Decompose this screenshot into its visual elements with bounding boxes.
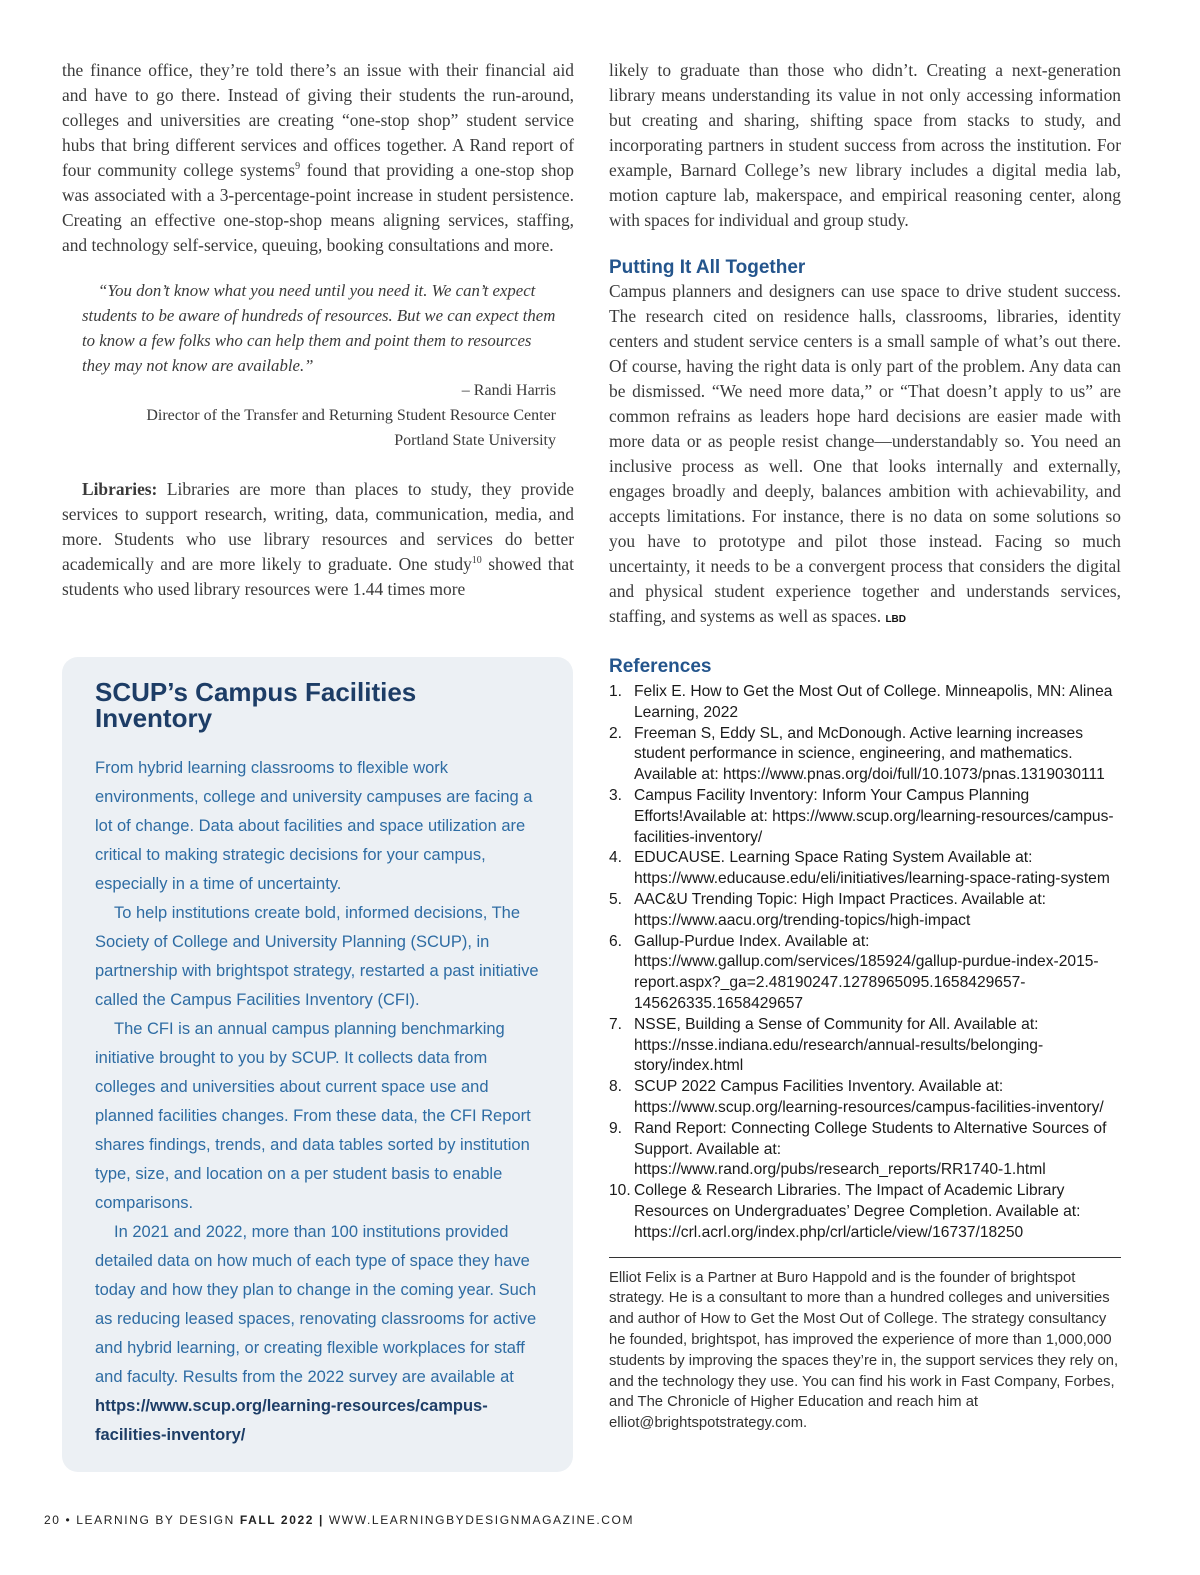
reference-item: 3. Campus Facility Inventory: Inform Your Campus Planning Efforts!Available at: https://www.scup.org/learning-resources/campus-facilities-inventory/ [609,786,1114,846]
left-column [62,58,574,602]
section-paragraph: Campus planners and designers can use space to drive student success. The research cited on residence halls, classrooms, libraries, identity centers and student service centers is a small sample of what’s out there. Of course, having the right data is only part of the problem. Any data can be dismissed. “We need more data,” or “That doesn’t apply to us” are common refrains as leaders hope hard decisions are easier made with more data or as people resist change—understandably so. You need an inclusive process as well. One that looks internally and externally, engages broadly and deeply, balances ambition with achievability, and accepts limitations. For instance, there is no data on some solutions so you have to prototype and pilot those instead. Facing so much uncertainty, it needs to be a convergent process that considers the digital and physical student experience together and understands services, staffing, and systems as well as spaces. LBD [609,281,1121,626]
reference-item: 4. EDUCAUSE. Learning Space Rating System Available at: https://www.educause.edu/eli/initiatives/learning-space-rating-system [609,849,1110,888]
pull-quote: “You don’t know what you need until you need it. We can’t expect students to be aware of hundreds of resources. But we can expect them to know a few folks who can help them and point them to resources they may not know are available.” [82,281,556,375]
issue-label: FALL 2022 [239,1513,315,1527]
footer-bullet: • [65,1513,72,1527]
reference-item: 1. Felix E. How to Get the Most Out of College. Minneapolis, MN: Alinea Learning, 2022 [609,683,1113,721]
bio-divider [609,1257,1121,1258]
page-footer [44,1513,634,1527]
website-link[interactable]: WWW.LEARNINGBYDESIGNMAGAZINE.COM [328,1513,635,1527]
cfi-link[interactable]: https://www.scup.org/learning-resources/campus-facilities-inventory/ [95,1397,488,1444]
reference-item: 7. NSSE, Building a Sense of Community for All. Available at: https://nsse.indiana.edu/research/annual-results/belonging-story/index.html [609,1015,1044,1075]
reference-item: 5. AAC&U Trending Topic: High Impact Practices. Available at: https://www.aacu.org/trending-topics/high-impact [609,890,1046,929]
sidebar-title: SCUP’s Campus Facilities Inventory [95,677,417,733]
quote-attribution-org: Portland State University [394,432,556,449]
sidebar-paragraph-4: In 2021 and 2022, more than 100 institutions provided detailed data on how much of each type of space they have today and how they plan to change in the coming year. Such as reducing leased spaces, renovating classrooms for active and hybrid learning, or creating flexible workplaces for staff and faculty. Results from the 2022 survey are available at https://www.scup.org/learning-resources/campus-facilities-inventory/ [95,1223,537,1444]
page-number: 20 [44,1513,61,1527]
references-section [609,656,1121,1244]
reference-item: 2. Freeman S, Eddy SL, and McDonough. Active learning increases student performance in science, engineering, and mathematics. Available at: https://www.pnas.org/doi/full/10.1073/pnas.1319030111 [609,724,1105,784]
footnote-ref-9: 9 [295,161,301,173]
quote-attribution-name: – Randi Harris [461,382,556,399]
sidebar-body [95,754,541,1450]
reference-item: 8. SCUP 2022 Campus Facilities Inventory. Available at: https://www.scup.org/learning-resources/campus-facilities-inventory/ [609,1078,1104,1116]
reference-item: 6. Gallup-Purdue Index. Available at: https://www.gallup.com/services/185924/gallup-purdue-index-2015-report.aspx?_ga=2.48190247.1278965095.1658429657-145626335.1658429657 [609,932,1099,1012]
footer-separator: | [318,1513,324,1527]
sidebar-paragraph-3: The CFI is an annual campus planning benchmarking initiative brought to you by SCUP. It collects data from colleges and universities about current space use and planned facilities changes. From these data, the CFI Report shares findings, trends, and data tables sorted by institution type, size, and location on a per student basis to enable comparisons. [95,1020,531,1212]
scup-sidebar-box [62,657,573,1472]
footnote-ref-10: 10 [471,555,482,567]
sidebar-paragraph-1: From hybrid learning classrooms to flexible work environments, college and university campuses are facing a lot of change. Data about facilities and space utilization are critical to making strategic decisions for your campus, especially in a time of uncertainty. [95,759,533,893]
right-column [609,58,1121,1434]
lbd-end-mark: LBD [885,614,906,625]
intro-paragraph: the finance office, they’re told there’s an issue with their financial aid and have to go there. Instead of giving their students the run-around, colleges and universities are creating “one-stop shop” student service hubs that bring different services and offices together. A Rand report of four community college systems$^9$ found that providing a one-stop shop was associated with a 3-percentage-point increase in student persistence. Creating an effective one-stop-shop means aligning services, staffing, and technology self-service, queuing, booking consultations and more. [62,60,574,255]
references-heading: References [609,656,712,677]
references-list [609,682,1121,1244]
reference-item: 9. Rand Report: Connecting College Students to Alternative Sources of Support. Available at: https://www.rand.org/pubs/research_reports/RR1740-1.html [609,1119,1107,1179]
libraries-paragraph: Libraries: Libraries are more than places to study, they provide services to support research, writing, data, communication, media, and more. Students who use library resources and services do better academically and are more likely to graduate. One study$^{10}$ showed that students who used library resources were 1.44 times more [62,479,574,599]
quote-attribution-role: Director of the Transfer and Returning Student Resource Center [146,407,556,424]
author-bio: Elliot Felix is a Partner at Buro Happold and is the founder of brightspot strategy. He is a consultant to more than a hundred colleges and universities and author of How to Get the Most Out of College. The strategy consultancy he founded, brightspot, has improved the experience of more than 1,000,000 students by improving the spaces they’re in, the support services they rely on, and the technology they use. You can find his work in Fast Company, Forbes, and The Chronicle of Higher Education and reach him at elliot@brightspotstrategy.com. [609,1269,1119,1432]
section-heading: Putting It All Together [609,257,806,278]
sidebar-paragraph-2: To help institutions create bold, informed decisions, The Society of College and University Planning (SCUP), in partnership with brightspot strategy, restarted a past initiative called the Campus Facilities Inventory (CFI). [95,904,539,1009]
libraries-label: Libraries: [82,479,158,499]
continued-paragraph: likely to graduate than those who didn’t. Creating a next-generation library means understanding its value in not only accessing information but creating and sharing, shifting space from stacks to study, and incorporating partners in student success from across the institution. For example, Barnard College’s new library includes a digital media lab, motion capture lab, makerspace, and empirical reasoning center, along with spaces for individual and group study. [609,60,1121,230]
magazine-name: LEARNING BY DESIGN [76,1513,235,1527]
reference-item: 10. College & Research Libraries. The Impact of Academic Library Resources on Undergraduates’ Degree Completion. Available at: https://crl.acrl.org/index.php/crl/article/view/16737/18250 [609,1182,1081,1241]
